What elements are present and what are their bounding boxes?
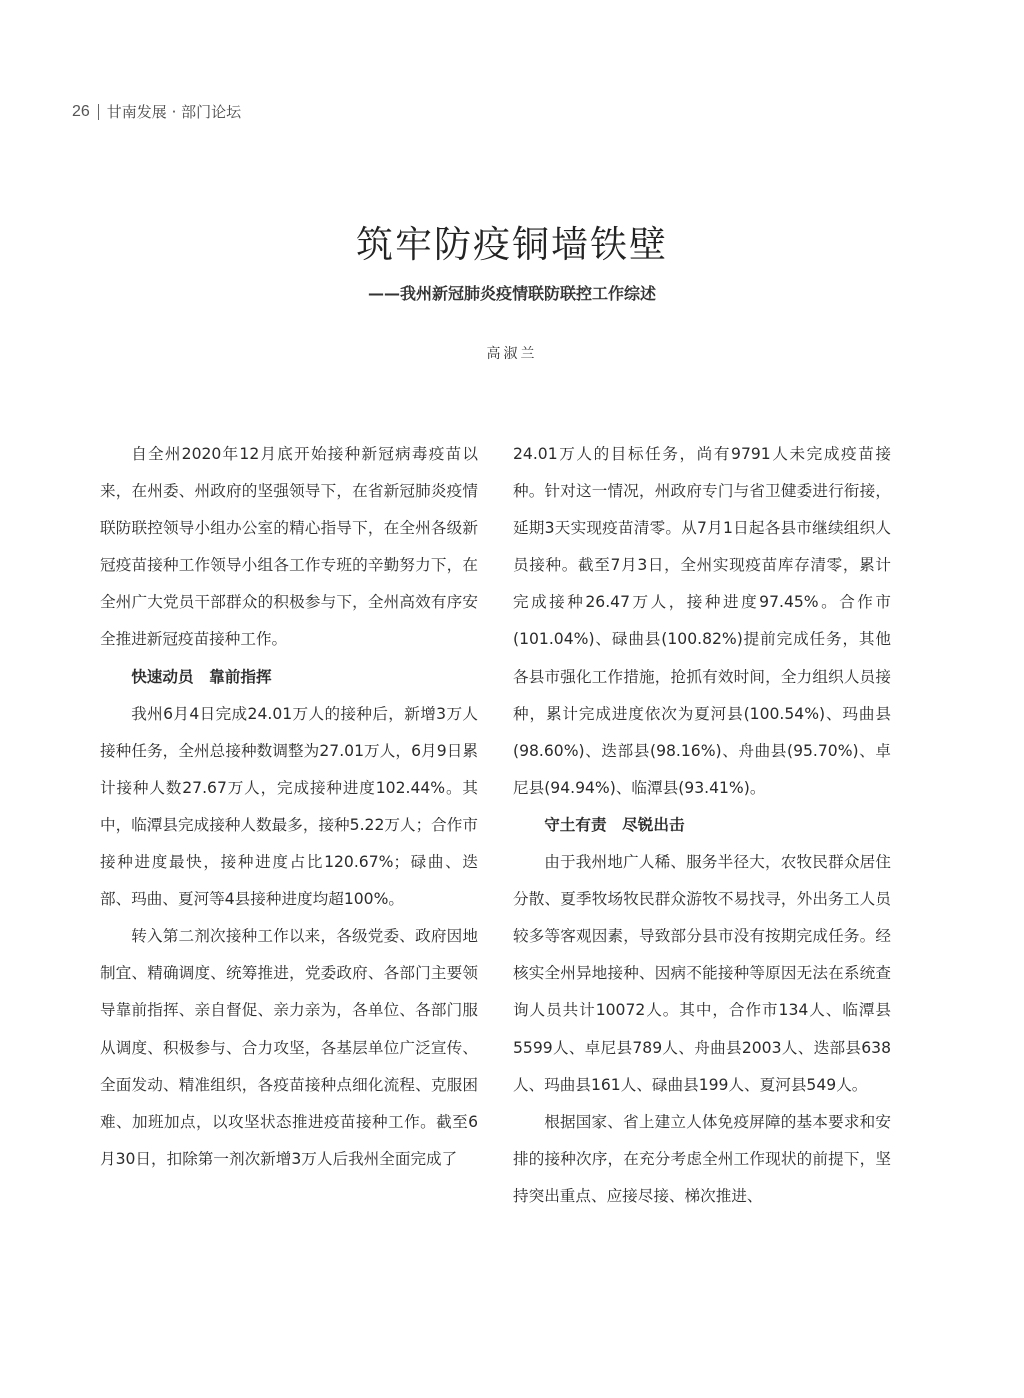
paragraph: 根据国家、省上建立人体免疫屏障的基本要求和安排的接种次序，在充分考虑全州工作现状的前提下，坚持突出重点、应接尽接、梯次推进、 <box>513 1112 891 1205</box>
running-header <box>72 101 241 122</box>
header-divider <box>98 104 99 120</box>
paragraph-continued: 24.01万人的目标任务，尚有9791人未完成疫苗接种。针对这一情况，州政府专门与省卫健委进行衔接，延期3天实现疫苗清零。从7月1日起各县市继续组织人员接种。截至7月3日，全州实现疫苗库存清零，累计完成接种26.47万人，接种进度97.45%。合作市(101.04%)、碌曲县(100.82%)提前完成任务，其他各县市强化工作措施，抢抓有效时间，全力组织人员接种，累计完成进度依次为夏河县(100.54%)、玛曲县(98.60%)、迭部县(98.16%)、舟曲县(95.70%)、卓尼县(94.94%)、临潭县(93.41%)。 <box>513 445 891 797</box>
section-name: 甘南发展 · 部门论坛 <box>106 103 242 121</box>
left-column <box>100 436 478 1178</box>
paragraph: 自全州2020年12月底开始接种新冠病毒疫苗以来，在州委、州政府的坚强领导下，在省新冠肺炎疫情联防联控领导小组办公室的精心指导下，在全州各级新冠疫苗接种工作领导小组各工作专班的辛勤努力下，在全州广大党员干部群众的积极参与下，全州高效有序安全推进新冠疫苗接种工作。 <box>100 445 478 649</box>
article-title: 筑牢防疫铜墙铁壁 <box>356 223 668 266</box>
page-number: 26 <box>72 102 90 120</box>
paragraph: 我州6月4日完成24.01万人的接种后，新增3万人接种任务，全州总接种数调整为27.01万人，6月9日累计接种人数27.67万人，完成接种进度102.44%。其中，临潭县完成接种人数最多，接种5.22万人；合作市接种进度最快，接种进度占比120.67%；碌曲、迭部、玛曲、夏河等4县接种进度均超100%。 <box>100 704 478 909</box>
article-subtitle: ——我州新冠肺炎疫情联防联控工作综述 <box>367 284 656 303</box>
article-author: 高淑兰 <box>486 346 538 362</box>
section-heading: 守土有责 尽锐出击 <box>544 815 685 834</box>
paragraph: 转入第二剂次接种工作以来，各级党委、政府因地制宜、精确调度、统筹推进，党委政府、各部门主要领导靠前指挥、亲自督促、亲力亲为，各单位、各部门服从调度、积极参与、合力攻坚，各基层单位广泛宣传、全面发动、精准组织，各疫苗接种点细化流程、克服困难、加班加点，以攻坚状态推进疫苗接种工作。截至6月30日，扣除第一剂次新增3万人后我州全面完成了 <box>100 927 478 1168</box>
right-column <box>513 436 891 1215</box>
section-heading: 快速动员 靠前指挥 <box>131 667 272 686</box>
paragraph: 由于我州地广人稀、服务半径大，农牧民群众居住分散、夏季牧场牧民群众游牧不易找寻，外出务工人员较多等客观因素，导致部分县市没有按期完成任务。经核实全州异地接种、因病不能接种等原因无法在系统查询人员共计10072人。其中，合作市134人、临潭县5599人、卓尼县789人、舟曲县2003人、迭部县638人、玛曲县161人、碌曲县199人、夏河县549人。 <box>513 853 891 1094</box>
